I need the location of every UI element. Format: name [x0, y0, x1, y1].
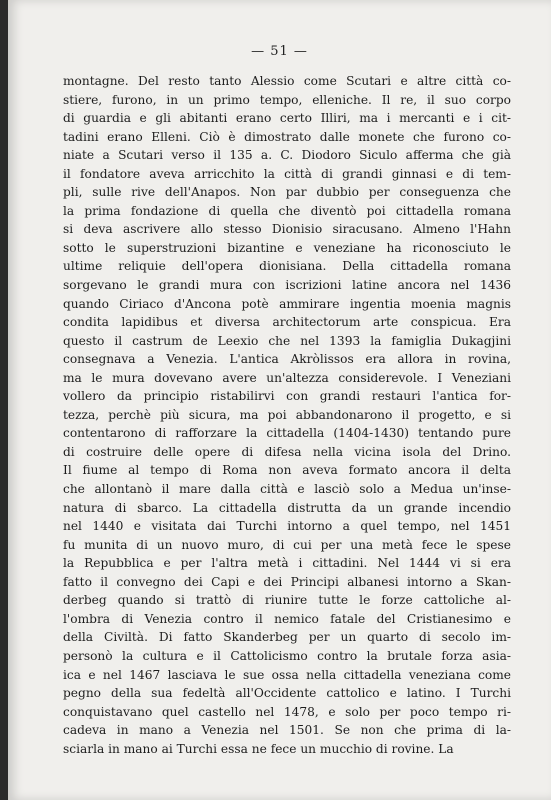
text-line: stiere, furono, in un primo tempo, elleniche. Il re, il suo corpo	[63, 92, 511, 107]
text-line: natura di sbarco. La cittadella distrutta da un grande incendio	[63, 500, 511, 515]
text-line: condita lapidibus et diversa architectorum arte conspicua. Era	[63, 315, 511, 330]
text-line: che allontanò il mare dalla città e lasciò solo a Medua un'inse-	[63, 482, 511, 497]
text-line: niate a Scutari verso il 135 a. C. Diodoro Siculo afferma che già	[63, 148, 511, 163]
text-line: cadeva in mano a Venezia nel 1501. Se non che prima di la-	[63, 723, 511, 738]
text-line: fatto il convegno dei Capi e dei Principi albanesi intorno a Skan-	[63, 574, 511, 589]
text-line: ica e nel 1467 lasciava le sue ossa nella cittadella veneziana come	[63, 667, 511, 682]
text-line: l'ombra di Venezia contro il nemico fatale del Cristianesimo e	[63, 611, 511, 626]
text-line: tadini erano Elleni. Ciò è dimostrato dalle monete che furono co-	[63, 129, 511, 144]
text-line: di costruire delle opere di difesa nella vicina isola del Drino.	[63, 444, 511, 459]
text-line: di guardia e gli abitanti erano certo Illiri, ma i mercanti e i cit-	[63, 111, 511, 126]
text-line: il fondatore aveva arricchito la città di grandi ginnasi e di tem-	[63, 166, 511, 181]
text-line: si deva ascrivere allo stesso Dionisio siracusano. Almeno l'Hahn	[63, 222, 511, 237]
text-line: tezza, perchè più sicura, ma poi abbandonarono il progetto, e si	[63, 407, 511, 422]
text-line: questo il castrum de Leexio che nel 1393 la famiglia Dukagjini	[63, 333, 511, 348]
text-line: montagne. Del resto tanto Alessio come Scutari e altre città co-	[63, 74, 511, 88]
text-line: della Civiltà. Di fatto Skanderbeg per un quarto di secolo im-	[63, 630, 511, 645]
text-line: nel 1440 e visitata dai Turchi intorno a quel tempo, nel 1451	[63, 519, 511, 534]
page-number: — 51 —	[251, 44, 308, 59]
body-text	[63, 72, 511, 758]
text-line: derbeg quando si trattò di riunire tutte le forze cattoliche al-	[63, 593, 511, 608]
text-line: sotto le superstruzioni bizantine e veneziane ha riconosciuto le	[63, 240, 511, 255]
text-line: ultime reliquie dell'opera dionisiana. Della cittadella romana	[63, 259, 511, 274]
text-line: conquistavano quel castello nel 1478, e solo per poco tempo ri-	[63, 704, 511, 719]
text-line: la Repubblica e per l'altra metà i cittadini. Nel 1444 vi si era	[63, 556, 511, 571]
text-line: quando Ciriaco d'Ancona potè ammirare ingentia moenia magnis	[63, 296, 511, 311]
text-line: sciarla in mano ai Turchi essa ne fece un mucchio di rovine. La	[63, 741, 454, 756]
text-line: contentarono di rafforzare la cittadella (1404-1430) tentando pure	[63, 426, 511, 441]
text-line: personò la cultura e il Cattolicismo contro la brutale forza asia-	[63, 648, 511, 663]
text-line: sorgevano le grandi mura con iscrizioni latine ancora nel 1436	[63, 278, 511, 293]
text-line: consegnava a Venezia. L'antica Akròlissos era allora in rovina,	[63, 352, 511, 367]
text-line: pli, sulle rive dell'Anapos. Non par dubbio per conseguenza che	[63, 185, 511, 200]
text-line: pegno della sua fedeltà all'Occidente cattolico e latino. I Turchi	[63, 686, 511, 701]
text-line: vollero da principio ristabilirvi con grandi restauri l'antica for-	[63, 389, 511, 404]
text-line: fu munita di un nuovo muro, di cui per una metà fece le spese	[63, 537, 511, 552]
text-line: Il fiume al tempo di Roma non aveva formato ancora il delta	[63, 463, 511, 478]
text-line: ma le mura dovevano avere un'altezza considerevole. I Veneziani	[63, 370, 511, 385]
book-page	[8, 0, 551, 800]
text-line: la prima fondazione di quella che diventò poi cittadella romana	[63, 203, 511, 218]
